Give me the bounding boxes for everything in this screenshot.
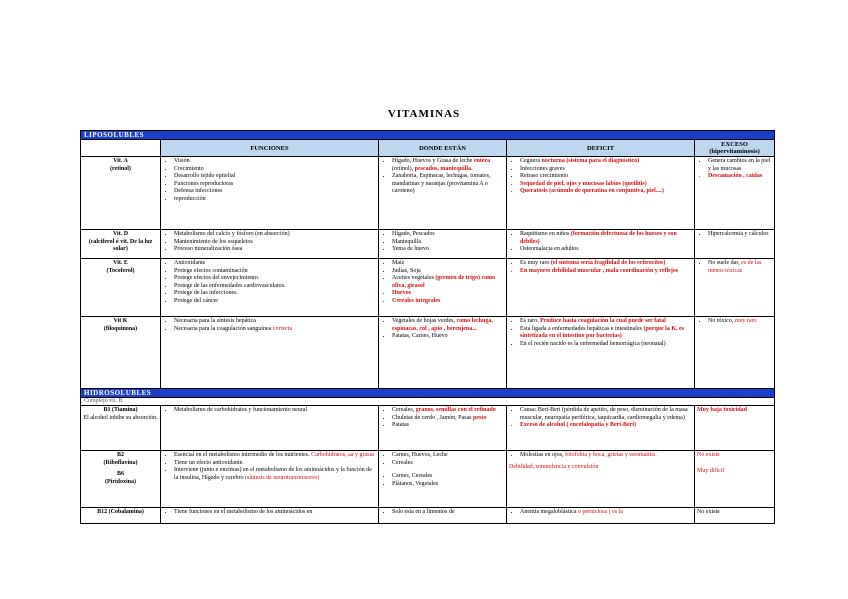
exceso-cell: • Genera cambios en la piel y las mucosas • Descamación , caídas xyxy=(695,157,775,230)
table-row xyxy=(81,508,775,524)
section-label: LIPOSOLUBLES xyxy=(81,131,775,140)
deficit-cell: • Es raro. Produce hasta coagulación la cual puede ser fatal • Esta ligada a enfermedades hepáticas e intestinales (porque la K, es sintetizada en el intestino por bacterias) • En el recién nacido es la enfermedad hemorrágica (neonatal) xyxy=(507,317,695,389)
vitamin-name-cell: B1 (Tiamina) El alcohol inhibe su absorción. xyxy=(81,406,161,451)
section-label: HIDROSOLUBLES xyxy=(81,389,775,398)
deficit-cell: • Raquitismo en niños (formación defectuosa de los huesos y son débiles) • Osteomalacia en adultos xyxy=(507,230,695,259)
funciones-cell: • Necesaria para la síntesis hepática • Necesaria para la coagulación sanguínea correcta xyxy=(161,317,379,389)
donde-cell: • Maíz • Judías, Soja • Aceites vegetales (germen de trigo) como oliva, girasol • Huevos • Cereales integrales xyxy=(379,259,507,317)
table-row xyxy=(81,406,775,451)
vitamin-name-cell: Vit. A (retinol) xyxy=(81,157,161,230)
funciones-cell: • Visión • Crecimiento • Desarrollo tejido epitelial • Funciones reproductoras • Defensa infecciones • reproducción xyxy=(161,157,379,230)
table-row xyxy=(81,451,775,508)
header-donde-estan: DONDE ESTÁN xyxy=(379,140,507,157)
donde-cell: • Vegetales de hojas verdes, como lechuga, espinacas, col , apio , berenjena... • Patatas, Carnes, Huevo xyxy=(379,317,507,389)
vitamin-name-cell: B12 (Cobalamina) xyxy=(81,508,161,524)
document-title: VITAMINAS xyxy=(387,108,461,120)
subsection-row xyxy=(81,398,775,406)
section-header-liposolubles xyxy=(81,131,775,140)
deficit-cell: • Ceguera nocturna (sistema para el diagnóstico) • Infecciones graves • Retraso crecimiento • Sequedad de piel, ojos y mucosas labios (queilitis) • Queratosis (acúmulo de queratina en conjuntiva, piel....) xyxy=(507,157,695,230)
deficit-cell: • Es muy raro (el síntoma sería fragilidad de los eritrocitos) • En mayores debilidad muscular , mala coordinación y reflejos xyxy=(507,259,695,317)
donde-cell: • Solo esta en a limentos de xyxy=(379,508,507,524)
funciones-cell: • Metabolismo de carbohidratos y funcionamiento neural xyxy=(161,406,379,451)
exceso-cell: • Hipercalcemia y cálculos xyxy=(695,230,775,259)
funciones-cell: • Metabolismo del calcio y fósforo (en absorción) • Mantenimiento de los esqueletos • Proceso mineralización ósea xyxy=(161,230,379,259)
funciones-cell: • Esencial en el metabolismo intermedio de los nutrientes. Carbohidratos, aa y grasas • Tiene un efecto antioxidante. • Interviene (junto e enzimas) en el metabolismo de los aminoácidos y la función de la insulina, Hígado y cerebro (síntesis de neurotransmisores) xyxy=(161,451,379,508)
vitamin-name-cell: Vit. E (Tocoferol) xyxy=(81,259,161,317)
exceso-cell: No existe xyxy=(695,508,775,524)
vitamin-name-cell: Vit K (filoquinona) xyxy=(81,317,161,389)
funciones-cell: • Antioxidante • Protege efectos contaminación • Protege efectos del envejecimiento. • Protege de las enfermedades cardiovasculares. • Protege de las infecciones. • Protege del cáncer xyxy=(161,259,379,317)
vitamins-table xyxy=(80,130,775,524)
deficit-cell: • Molestias en ojos, fotofobia y boca, grietas y estomatitis. Debilidad, somnolencia y convulsión xyxy=(507,451,695,508)
subsection-label: Complejo vit. B xyxy=(81,398,775,406)
exceso-cell: • No tóxico, muy raro xyxy=(695,317,775,389)
donde-cell: • Cereales, granos, semillas con el refinado • Chuletas de cerdo , Jamón, Pasas pesto • Patatas xyxy=(379,406,507,451)
deficit-cell: • Causa: Beri-Beri (pérdida de apetito, de peso, disminución de la masa muscular, neuropatía periférica, taquicardia, cardiomegalia y edema) • Exceso de alcohol ( encefalopatía y Beri-Beri) xyxy=(507,406,695,451)
header-funciones: FUNCIONES xyxy=(161,140,379,157)
deficit-cell: • Anemia megaloblástica o perniciosa ( es la xyxy=(507,508,695,524)
section-header-hidrosolubles xyxy=(81,389,775,398)
table-row xyxy=(81,259,775,317)
vitamin-name-cell: Vit. D (calciferol ó vit. De la luz solar) xyxy=(81,230,161,259)
blank-header-cell xyxy=(81,140,161,157)
funciones-cell: • Tiene funciones en el metabolismo de los aminoácidos en xyxy=(161,508,379,524)
header-deficit: DEFICIT xyxy=(507,140,695,157)
vitamin-name-cell: B2 (Riboflavina) B6 (Piridoxina) xyxy=(81,451,161,508)
table-row xyxy=(81,317,775,389)
column-header-row xyxy=(81,140,775,157)
exceso-cell: No existe Muy difícil xyxy=(695,451,775,508)
header-exceso: EXCESO (hipervitaminosis) xyxy=(695,140,775,157)
exceso-cell: • No suele dar, es de las menos tóxicas xyxy=(695,259,775,317)
donde-cell: • Hígado, Huevos y Grasa de leche entera (retinol), pescados, mantequilla. • Zanahoria, Espinacas, lechugas, tomates, mandarinas y naranjas (provitamina A o caroteno) xyxy=(379,157,507,230)
donde-cell: • Hígado, Pescados • Mantequilla • Yema de huevo xyxy=(379,230,507,259)
table-row xyxy=(81,157,775,230)
donde-cell: • Carnes, Huevos, Leche • Cereales • Carnes, Cereales • Plátanos, Vegetales xyxy=(379,451,507,508)
exceso-cell: Muy baja toxicidad xyxy=(695,406,775,451)
table-row xyxy=(81,230,775,259)
